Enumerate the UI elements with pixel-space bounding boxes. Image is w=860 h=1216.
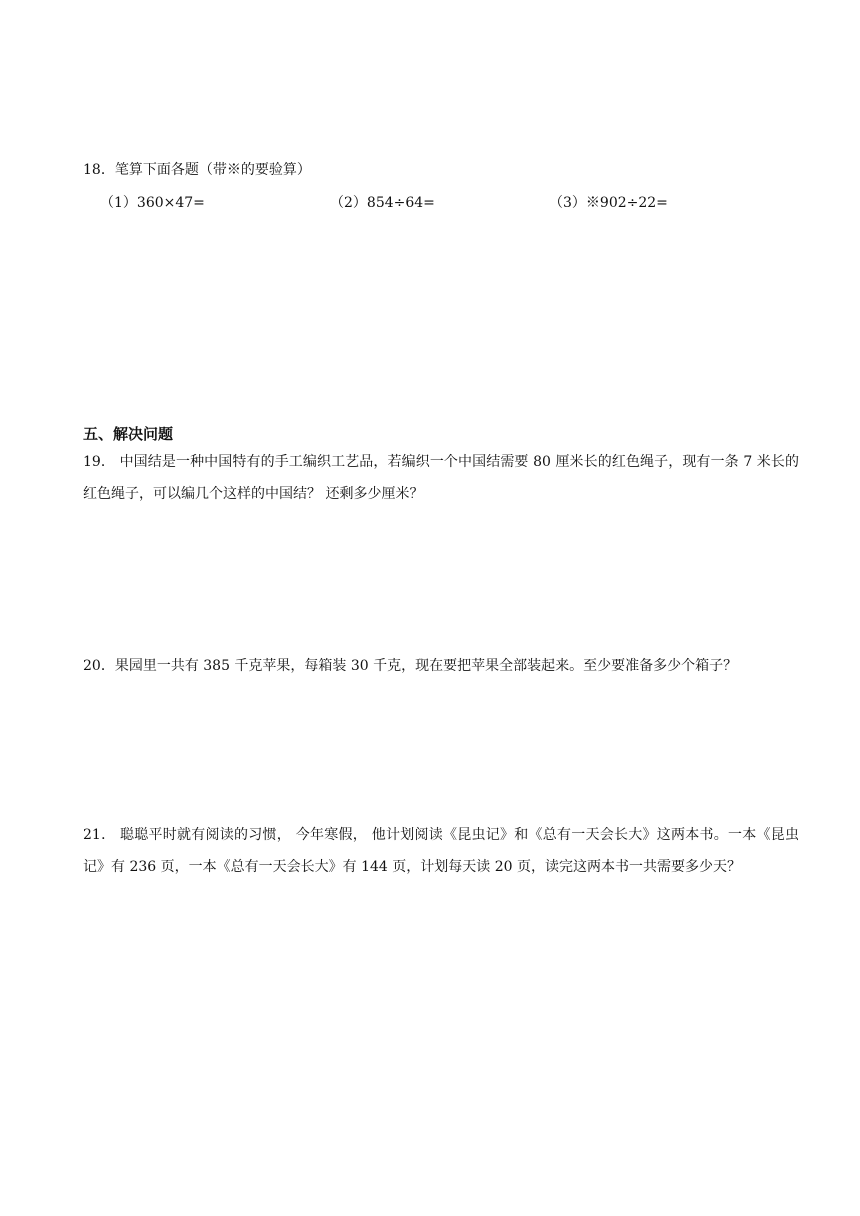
question-18-item-2: （2）854÷64= bbox=[330, 195, 435, 211]
question-19: 19． 中国结是一种中国特有的手工编织工艺品，若编织一个中国结需要 80 厘米长的红色绳子，现有一条 7 米长的红色绳子，可以编几个这样的中国结？ 还剩多少厘米？ bbox=[83, 454, 799, 502]
question-18-title: 18．笔算下面各题（带※的要验算） bbox=[83, 162, 311, 178]
question-18-item-3: （3）※902÷22= bbox=[549, 195, 668, 211]
question-18-item-1: （1）360×47= bbox=[100, 195, 205, 211]
section-title: 五、解决问题 bbox=[83, 425, 174, 443]
question-21: 21． 聪聪平时就有阅读的习惯， 今年寒假， 他计划阅读《昆虫记》和《总有一天会长大》这两本书。一本《昆虫记》有 236 页，一本《总有一天会长大》有 144 页，计划每天读 20 页，读完这两本书一共需要多少天？ bbox=[83, 827, 799, 875]
question-20: 20．果园里一共有 385 千克苹果，每箱装 30 千克，现在要把苹果全部装起来。至少要准备多少个箱子？ bbox=[83, 658, 738, 674]
